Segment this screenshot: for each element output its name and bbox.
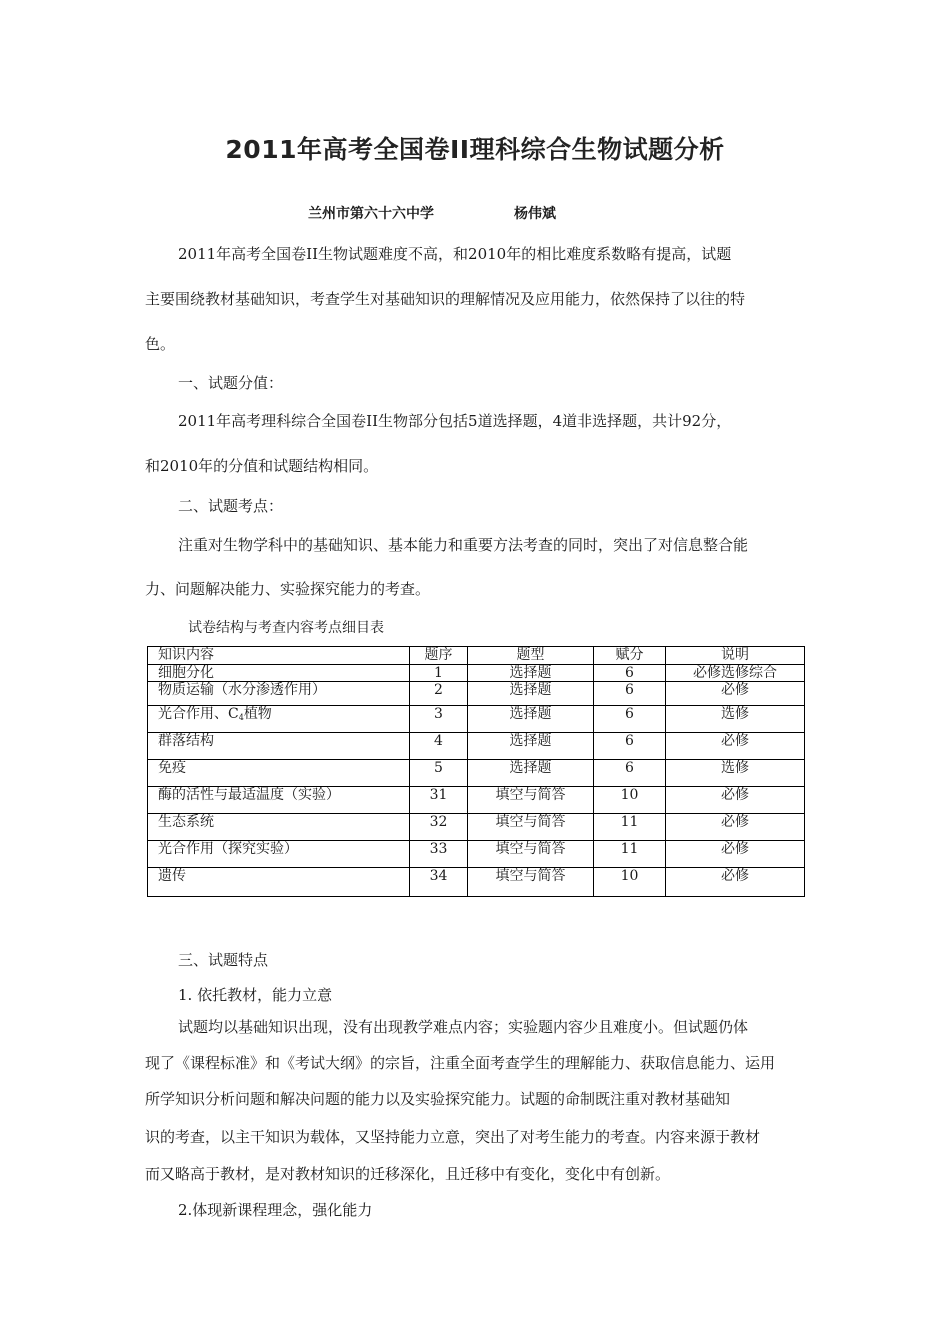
table-row bbox=[148, 841, 805, 868]
table-cell: 必修 bbox=[666, 841, 805, 868]
table-cell: 6 bbox=[594, 760, 666, 787]
intro-line: 2011年高考全国卷II生物试题难度不高，和2010年的相比难度系数略有提高，试题 bbox=[178, 245, 732, 263]
table-cell: 10 bbox=[594, 868, 666, 897]
table-row bbox=[148, 682, 805, 706]
section3-line: 识的考查，以主干知识为载体，又坚持能力立意，突出了对考生能力的考查。内容来源于教材 bbox=[145, 1128, 761, 1146]
table-cell: 5 bbox=[410, 760, 468, 787]
table-cell: 必修 bbox=[666, 682, 805, 706]
table-cell: 选修 bbox=[666, 760, 805, 787]
table-cell: 遗传 bbox=[148, 868, 410, 897]
table-row bbox=[148, 665, 805, 682]
table-cell: 光合作用（探究实验） bbox=[148, 841, 410, 868]
section3-heading: 三、试题特点 bbox=[178, 951, 269, 969]
table-cell: 酶的活性与最适温度（实验） bbox=[148, 787, 410, 814]
section1-line: 和2010年的分值和试题结构相同。 bbox=[145, 457, 379, 475]
table-cell: 34 bbox=[410, 868, 468, 897]
table-cell: 选修 bbox=[666, 706, 805, 733]
table-cell: 32 bbox=[410, 814, 468, 841]
section3-subheading: 1. 依托教材，能力立意 bbox=[178, 986, 333, 1004]
table-cell: 6 bbox=[594, 733, 666, 760]
exam-structure-table bbox=[147, 646, 805, 897]
table-row bbox=[148, 760, 805, 787]
table-cell: 必修 bbox=[666, 868, 805, 897]
table-cell: 填空与简答 bbox=[468, 841, 594, 868]
table-cell: 1 bbox=[410, 665, 468, 682]
section3-line: 所学知识分析问题和解决问题的能力以及实验探究能力。试题的命制既注重对教材基础知 bbox=[145, 1090, 731, 1108]
table-cell: 2 bbox=[410, 682, 468, 706]
table-cell: 物质运输（水分渗透作用） bbox=[148, 682, 410, 706]
intro-line: 主要围绕教材基础知识，考查学生对基础知识的理解情况及应用能力，依然保持了以往的特 bbox=[145, 290, 746, 308]
table-cell: 3 bbox=[410, 706, 468, 733]
table-cell: 11 bbox=[594, 814, 666, 841]
author-name: 杨伟斌 bbox=[514, 206, 556, 222]
table-row bbox=[148, 868, 805, 897]
section2-heading: 二、试题考点： bbox=[178, 497, 284, 515]
section2-line: 注重对生物学科中的基础知识、基本能力和重要方法考查的同时，突出了对信息整合能 bbox=[178, 536, 749, 554]
table-cell: 4 bbox=[410, 733, 468, 760]
table-row bbox=[148, 787, 805, 814]
table-cell: 6 bbox=[594, 682, 666, 706]
table-cell: 光合作用、$C_4$植物 bbox=[148, 706, 410, 733]
table-row bbox=[148, 814, 805, 841]
section1-heading: 一、试题分值： bbox=[178, 374, 284, 392]
header-cell: 题型 bbox=[468, 647, 594, 665]
header-cell: 赋分 bbox=[594, 647, 666, 665]
table-cell: 必修 bbox=[666, 814, 805, 841]
table-cell: 填空与简答 bbox=[468, 868, 594, 897]
table-cell: 必修 bbox=[666, 787, 805, 814]
section3-subheading: 2.体现新课程理念，强化能力 bbox=[178, 1201, 373, 1219]
table-cell: 10 bbox=[594, 787, 666, 814]
section3-line: 而又略高于教材，是对教材知识的迁移深化，且迁移中有变化，变化中有创新。 bbox=[145, 1165, 671, 1183]
table-cell: 必修 bbox=[666, 733, 805, 760]
header-cell: 说明 bbox=[666, 647, 805, 665]
section3-line: 试题均以基础知识出现，没有出现教学难点内容；实验题内容少且难度小。但试题仍体 bbox=[178, 1018, 749, 1036]
table-cell: 31 bbox=[410, 787, 468, 814]
table-cell: 填空与简答 bbox=[468, 787, 594, 814]
intro-line: 色。 bbox=[145, 335, 176, 353]
table-cell: 选择题 bbox=[468, 760, 594, 787]
table-row bbox=[148, 706, 805, 733]
table-cell: 选择题 bbox=[468, 682, 594, 706]
table-row bbox=[148, 733, 805, 760]
document-title: 2011年高考全国卷II理科综合生物试题分析 bbox=[225, 135, 725, 164]
table-cell: 选择题 bbox=[468, 706, 594, 733]
section1-line: 2011年高考理科综合全国卷II生物部分包括5道选择题，4道非选择题，共计92分， bbox=[178, 412, 732, 430]
table-cell: 填空与简答 bbox=[468, 814, 594, 841]
section2-line: 力、问题解决能力、实验探究能力的考查。 bbox=[145, 580, 431, 598]
table-cell: 6 bbox=[594, 706, 666, 733]
table-cell: 细胞分化 bbox=[148, 665, 410, 682]
table-cell: 群落结构 bbox=[148, 733, 410, 760]
table-caption: 试卷结构与考查内容考点细目表 bbox=[188, 620, 384, 636]
section3-line: 现了《课程标准》和《考试大纲》的宗旨，注重全面考查学生的理解能力、获取信息能力、运用 bbox=[145, 1054, 776, 1072]
table-cell: 6 bbox=[594, 665, 666, 682]
author-school: 兰州市第六十六中学 bbox=[308, 206, 434, 222]
table-cell: 选择题 bbox=[468, 665, 594, 682]
table-cell: 免疫 bbox=[148, 760, 410, 787]
table-cell: 11 bbox=[594, 841, 666, 868]
table-header-row bbox=[148, 647, 805, 665]
table-cell: 33 bbox=[410, 841, 468, 868]
header-cell: 题序 bbox=[410, 647, 468, 665]
table-cell: 必修选修综合 bbox=[666, 665, 805, 682]
table-cell: 选择题 bbox=[468, 733, 594, 760]
table-cell: 生态系统 bbox=[148, 814, 410, 841]
header-cell: 知识内容 bbox=[148, 647, 410, 665]
